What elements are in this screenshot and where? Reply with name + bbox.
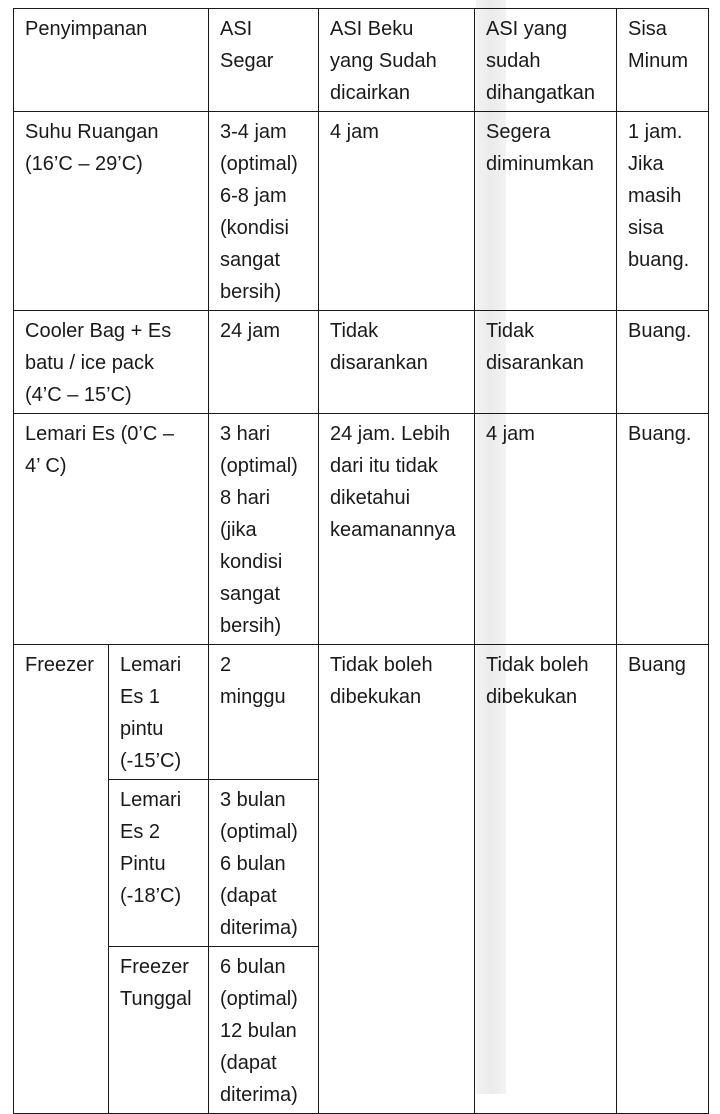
- text-line: diminumkan: [486, 153, 594, 175]
- text-line: Segar: [220, 50, 274, 72]
- text-line: 1 jam.: [628, 121, 683, 143]
- text-line: (optimal): [220, 821, 298, 843]
- cell-sublabel: [109, 947, 209, 1114]
- text-line: buang.: [628, 249, 690, 271]
- cell-sisa: [617, 645, 709, 1114]
- text-line: disarankan: [330, 352, 428, 374]
- cell-sublabel: [109, 645, 209, 780]
- text-line: (4’C – 15’C): [25, 384, 132, 406]
- text-line: (dapat: [220, 885, 277, 907]
- text-line: (dapat: [220, 1052, 277, 1074]
- cell-freezer-label: [14, 645, 109, 1114]
- text-line: 2: [220, 654, 232, 676]
- cell-segar: [209, 414, 319, 645]
- header-asi-segar: [209, 9, 319, 112]
- text-line: Freezer: [120, 956, 189, 978]
- cell-sublabel: [109, 780, 209, 947]
- cell-segar: [209, 645, 319, 780]
- text-line: 4 jam: [486, 423, 535, 445]
- text-line: kondisi: [220, 551, 283, 573]
- cell-label: [14, 311, 209, 414]
- cell-segar: [209, 780, 319, 947]
- cell-sisa: [617, 414, 709, 645]
- text-line: dibekukan: [330, 686, 422, 708]
- text-line: sangat: [220, 583, 281, 605]
- text-line: dihangatkan: [486, 82, 595, 104]
- text-line: pintu: [120, 718, 164, 740]
- text-line: 6 bulan: [220, 956, 286, 978]
- table-row-cooler-bag: [14, 311, 709, 414]
- text-line: keamanannya: [330, 519, 456, 541]
- header-row: [14, 9, 709, 112]
- text-line: (-15’C): [120, 750, 182, 772]
- asi-storage-table: [13, 8, 709, 1114]
- text-line: sudah: [486, 50, 541, 72]
- text-line: Lemari Es (0’C –: [25, 423, 174, 445]
- text-line: 3-4 jam: [220, 121, 287, 143]
- text-line: sangat: [220, 249, 281, 271]
- text-line: Penyimpanan: [25, 18, 148, 40]
- text-line: 6 bulan: [220, 853, 286, 875]
- text-line: sisa: [628, 217, 664, 239]
- table-row-lemari-es: [14, 414, 709, 645]
- cell-beku: [319, 311, 475, 414]
- text-line: Lemari: [120, 654, 182, 676]
- cell-segar: [209, 947, 319, 1114]
- cell-beku: [319, 414, 475, 645]
- text-line: 8 hari: [220, 487, 271, 509]
- text-line: 24 jam. Lebih: [330, 423, 451, 445]
- text-line: Minum: [628, 50, 689, 72]
- text-line: Buang.: [628, 423, 692, 445]
- text-line: (optimal): [220, 988, 298, 1010]
- text-line: ASI: [220, 18, 253, 40]
- cell-segar: [209, 311, 319, 414]
- table-row-suhu-ruangan: [14, 112, 709, 311]
- cell-sisa: [617, 112, 709, 311]
- text-line: Cooler Bag + Es: [25, 320, 172, 342]
- text-line: Buang: [628, 654, 686, 676]
- text-line: diterima): [220, 1084, 298, 1106]
- text-line: batu / ice pack: [25, 352, 154, 374]
- text-line: diterima): [220, 917, 298, 939]
- text-line: (-18’C): [120, 885, 182, 907]
- text-line: (optimal): [220, 153, 298, 175]
- text-line: 3 bulan: [220, 789, 286, 811]
- text-line: disarankan: [486, 352, 584, 374]
- cell-hangat: [475, 112, 617, 311]
- text-line: Tidak: [330, 320, 379, 342]
- cell-hangat: [475, 311, 617, 414]
- text-line: 3 hari: [220, 423, 271, 445]
- text-line: 12 bulan: [220, 1020, 297, 1042]
- text-line: Lemari: [120, 789, 182, 811]
- table-row-freezer-sub1: [14, 645, 709, 780]
- text-line: Pintu: [120, 853, 166, 875]
- cell-hangat: [475, 414, 617, 645]
- cell-segar: [209, 112, 319, 311]
- text-line: Segera: [486, 121, 551, 143]
- text-line: bersih): [220, 281, 282, 303]
- cell-hangat: [475, 645, 617, 1114]
- text-line: 6-8 jam: [220, 185, 287, 207]
- text-line: (jika: [220, 519, 257, 541]
- text-line: Tidak: [486, 320, 535, 342]
- header-sisa-minum: [617, 9, 709, 112]
- text-line: Es 2: [120, 821, 161, 843]
- text-line: diketahui: [330, 487, 411, 509]
- header-penyimpanan: [14, 9, 209, 112]
- cell-sisa: [617, 311, 709, 414]
- cell-beku: [319, 112, 475, 311]
- text-line: Suhu Ruangan: [25, 121, 159, 143]
- text-line: (16’C – 29’C): [25, 153, 143, 175]
- text-line: minggu: [220, 686, 286, 708]
- header-asi-dihangatkan: [475, 9, 617, 112]
- text-line: dari itu tidak: [330, 455, 438, 477]
- text-line: Freezer: [25, 654, 94, 676]
- text-line: dibekukan: [486, 686, 578, 708]
- text-line: Sisa: [628, 18, 667, 40]
- text-line: Es 1: [120, 686, 161, 708]
- cell-beku: [319, 645, 475, 1114]
- cell-label: [14, 414, 209, 645]
- text-line: dicairkan: [330, 82, 411, 104]
- cell-label: [14, 112, 209, 311]
- text-line: yang Sudah: [330, 50, 437, 72]
- text-line: bersih): [220, 615, 282, 637]
- header-asi-beku: [319, 9, 475, 112]
- text-line: ASI yang: [486, 18, 568, 40]
- text-line: 4’ C): [25, 455, 67, 477]
- text-line: ASI Beku: [330, 18, 414, 40]
- text-line: Tidak boleh: [486, 654, 589, 676]
- text-line: Tunggal: [120, 988, 192, 1010]
- text-line: 4 jam: [330, 121, 379, 143]
- text-line: masih: [628, 185, 682, 207]
- text-line: (kondisi: [220, 217, 289, 239]
- text-line: Jika: [628, 153, 664, 175]
- text-line: (optimal): [220, 455, 298, 477]
- text-line: Tidak boleh: [330, 654, 433, 676]
- text-line: Buang.: [628, 320, 692, 342]
- text-line: 24 jam: [220, 320, 281, 342]
